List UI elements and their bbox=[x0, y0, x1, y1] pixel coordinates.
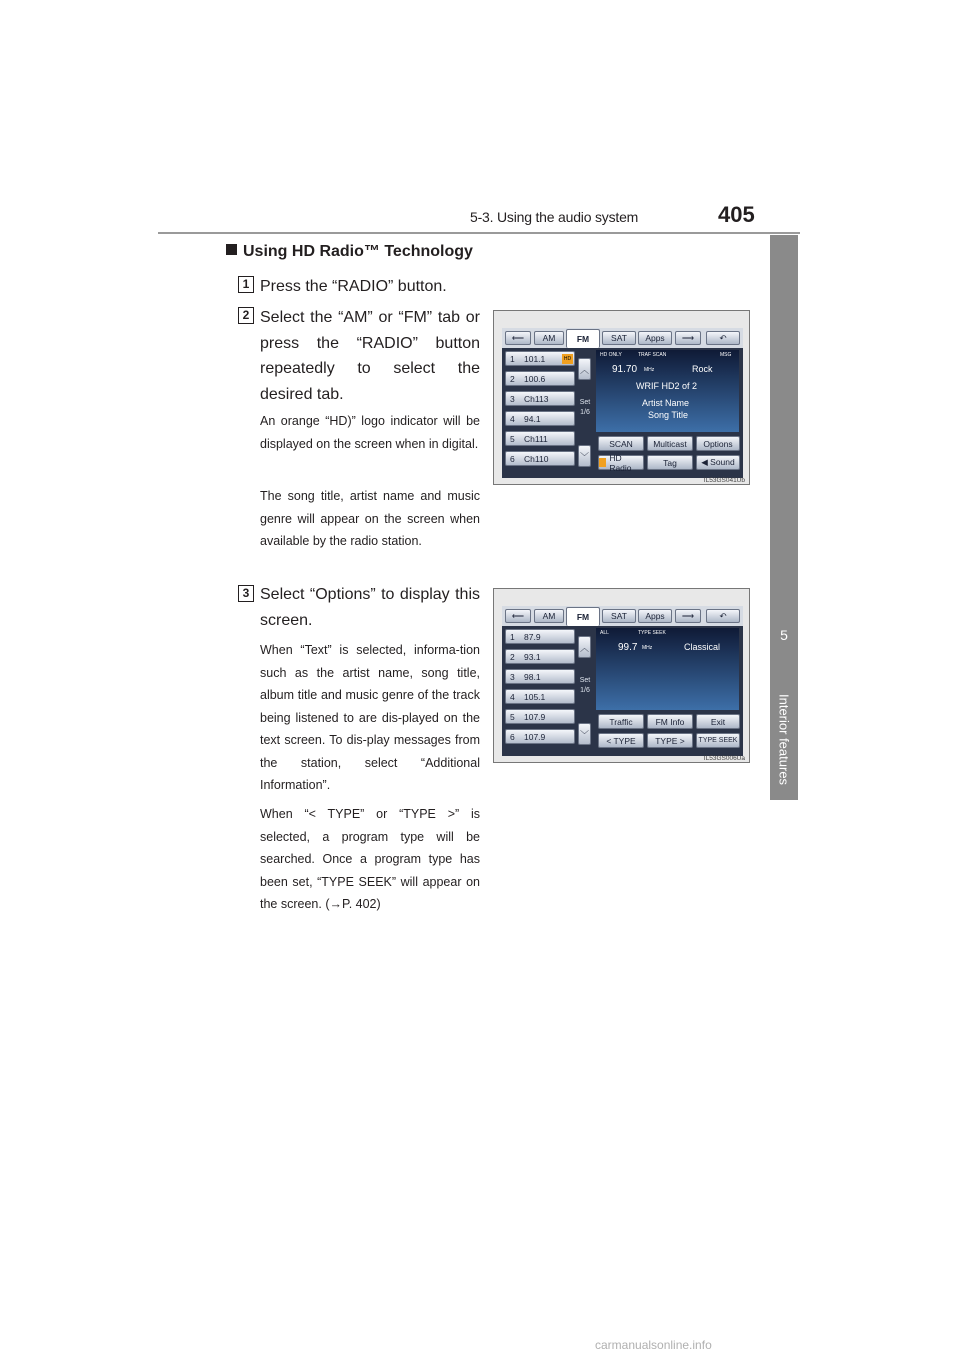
preset-number: 6 bbox=[510, 731, 515, 742]
tab-apps[interactable]: Apps bbox=[638, 609, 672, 623]
radio-screen bbox=[502, 606, 743, 756]
preset-button[interactable] bbox=[505, 351, 575, 366]
preset-button[interactable] bbox=[505, 729, 575, 744]
artist-readout: Artist Name bbox=[642, 398, 690, 408]
square-bullet-icon bbox=[226, 244, 237, 255]
radio-screen-figure-2 bbox=[493, 588, 750, 763]
preset-number: 2 bbox=[510, 651, 515, 662]
hd-radio-label: HD Radio bbox=[609, 452, 632, 473]
tab-bar bbox=[502, 606, 743, 626]
preset-frequency: Ch113 bbox=[524, 393, 549, 404]
preset-frequency: Ch111 bbox=[524, 433, 548, 444]
exit-button[interactable]: Exit bbox=[696, 714, 740, 729]
type-seek-label: TYPE SEEK bbox=[638, 630, 666, 636]
back-arrow-icon[interactable]: ⟵ bbox=[505, 331, 531, 345]
preset-number: 4 bbox=[510, 413, 515, 424]
preset-button[interactable] bbox=[505, 689, 575, 704]
tab-fm[interactable]: FM bbox=[566, 607, 600, 626]
preset-button[interactable] bbox=[505, 629, 575, 644]
tab-sat[interactable]: SAT bbox=[602, 609, 636, 623]
step2-note-hd-logo: An orange “HD)” logo indicator will be displayed on the screen when in digital. bbox=[260, 414, 480, 451]
preset-number: 4 bbox=[510, 691, 515, 702]
hd-only-label: HD ONLY bbox=[600, 352, 622, 358]
step-number-2: 2 bbox=[238, 307, 254, 324]
preset-number: 2 bbox=[510, 373, 515, 384]
set-label: Set bbox=[579, 399, 591, 406]
preset-frequency: 100.6 bbox=[524, 373, 546, 384]
step3-note-type: When “< TYPE” or “TYPE >” is selected, a program type will be searched. Once a program type has been set, “TYPE SEEK” will appear on the screen. (→P. 402) bbox=[260, 807, 480, 911]
step-text-3: Select “Options” to display this screen. bbox=[260, 586, 480, 629]
preset-frequency: 105.1 bbox=[524, 691, 546, 702]
return-icon[interactable]: ↶ bbox=[706, 331, 740, 345]
frequency-readout: 99.7 bbox=[618, 642, 638, 653]
forward-arrow-icon[interactable]: ⟶ bbox=[675, 331, 701, 345]
preset-button[interactable] bbox=[505, 431, 575, 446]
preset-number: 3 bbox=[510, 671, 515, 682]
preset-number: 5 bbox=[510, 433, 515, 444]
preset-frequency: 98.1 bbox=[524, 671, 541, 682]
tab-fm[interactable]: FM bbox=[566, 329, 600, 348]
preset-button[interactable] bbox=[505, 709, 575, 724]
preset-frequency: 94.1 bbox=[524, 413, 541, 424]
radio-screen-figure-1 bbox=[493, 310, 750, 485]
tab-sat[interactable]: SAT bbox=[602, 331, 636, 345]
traf-scan-label: TRAF SCAN bbox=[638, 352, 667, 358]
section-title: 5-3. Using the audio system bbox=[470, 209, 639, 225]
set-page: 1/6 bbox=[580, 687, 590, 694]
radio-screen bbox=[502, 328, 743, 478]
multicast-button[interactable]: Multicast bbox=[647, 436, 693, 451]
preset-button[interactable] bbox=[505, 391, 575, 406]
tab-bar bbox=[502, 328, 743, 348]
chevron-up-icon[interactable]: ︿ bbox=[578, 636, 591, 658]
frequency-unit: MHz bbox=[644, 367, 655, 373]
traffic-button[interactable]: Traffic bbox=[598, 714, 644, 729]
preset-frequency: 107.9 bbox=[524, 711, 546, 722]
chevron-down-icon[interactable]: ﹀ bbox=[578, 445, 591, 467]
back-arrow-icon[interactable]: ⟵ bbox=[505, 609, 531, 623]
type-next-button[interactable]: TYPE > bbox=[647, 733, 693, 748]
tab-am[interactable]: AM bbox=[534, 609, 564, 623]
tag-button[interactable]: Tag bbox=[647, 455, 693, 470]
preset-frequency: 101.1 bbox=[524, 353, 546, 364]
figure-code: IL53GS041Ub bbox=[703, 477, 745, 484]
watermark: carmanualsonline.info bbox=[595, 1338, 712, 1352]
tab-apps[interactable]: Apps bbox=[638, 331, 672, 345]
radio-display bbox=[596, 350, 739, 432]
msg-label: MSG bbox=[720, 352, 732, 358]
radio-display bbox=[596, 628, 739, 710]
step-text-2: Select the “AM” or “FM” tab or press the “RADIO” button repeatedly to select the desired tab. bbox=[260, 309, 480, 403]
set-label: Set bbox=[579, 677, 591, 684]
preset-number: 1 bbox=[510, 631, 515, 642]
return-icon[interactable]: ↶ bbox=[706, 609, 740, 623]
song-readout: Song Title bbox=[648, 410, 689, 420]
section-heading-text: Using HD Radio™ Technology bbox=[243, 243, 473, 260]
tab-am[interactable]: AM bbox=[534, 331, 564, 345]
preset-frequency: 107.9 bbox=[524, 731, 546, 742]
station-readout: WRIF HD2 of 2 bbox=[636, 381, 698, 391]
hd-radio-button[interactable] bbox=[598, 452, 644, 473]
figure-code: IL53GS006Ua bbox=[703, 755, 745, 762]
frequency-unit: MHz bbox=[642, 645, 653, 651]
preset-frequency: 93.1 bbox=[524, 651, 541, 662]
header-rule bbox=[158, 232, 800, 234]
preset-number: 5 bbox=[510, 711, 515, 722]
options-button[interactable]: Options bbox=[696, 436, 740, 451]
genre-readout: Classical bbox=[684, 642, 721, 652]
step-number-1: 1 bbox=[238, 276, 254, 293]
preset-button[interactable] bbox=[505, 669, 575, 684]
preset-frequency: 87.9 bbox=[524, 631, 541, 642]
step2-note-song-info: The song title, artist name and music genre will appear on the screen when available by the radio station. bbox=[260, 489, 480, 548]
scan-button[interactable]: SCAN bbox=[598, 436, 644, 451]
hd-badge-icon: HD bbox=[563, 356, 572, 362]
step-text-1: Press the “RADIO” button. bbox=[260, 278, 447, 295]
step-number-3: 3 bbox=[238, 585, 254, 602]
chapter-label: Interior features bbox=[776, 694, 792, 786]
page-number: 405 bbox=[718, 202, 755, 227]
preset-button[interactable] bbox=[505, 451, 575, 466]
genre-readout: Rock bbox=[692, 364, 713, 374]
fm-info-button[interactable]: FM Info bbox=[647, 714, 693, 729]
sound-button[interactable]: ◀ Sound bbox=[696, 455, 740, 470]
chevron-down-icon[interactable]: ﹀ bbox=[578, 723, 591, 745]
hd-logo-icon bbox=[599, 458, 606, 467]
preset-button[interactable] bbox=[505, 411, 575, 426]
preset-frequency: Ch110 bbox=[524, 453, 549, 464]
frequency-readout: 91.70 bbox=[612, 364, 638, 375]
chevron-up-icon[interactable]: ︿ bbox=[578, 358, 591, 380]
type-prev-button[interactable]: < TYPE bbox=[598, 733, 644, 748]
preset-button[interactable] bbox=[505, 649, 575, 664]
preset-number: 1 bbox=[510, 353, 515, 364]
section-heading bbox=[226, 243, 473, 261]
chapter-number: 5 bbox=[780, 627, 788, 643]
preset-number: 6 bbox=[510, 453, 515, 464]
forward-arrow-icon[interactable]: ⟶ bbox=[675, 609, 701, 623]
step3-note-text: When “Text” is selected, informa-tion such as the artist name, song title, album title and music genre of the track being listened to are dis-played on the text screen. To dis-play messages from the station, select “Additional Information”. bbox=[260, 643, 480, 792]
all-label: ALL bbox=[600, 630, 609, 636]
preset-button[interactable] bbox=[505, 371, 575, 386]
preset-number: 3 bbox=[510, 393, 515, 404]
set-page: 1/6 bbox=[580, 409, 590, 416]
type-seek-button[interactable]: TYPE SEEK bbox=[696, 733, 740, 748]
